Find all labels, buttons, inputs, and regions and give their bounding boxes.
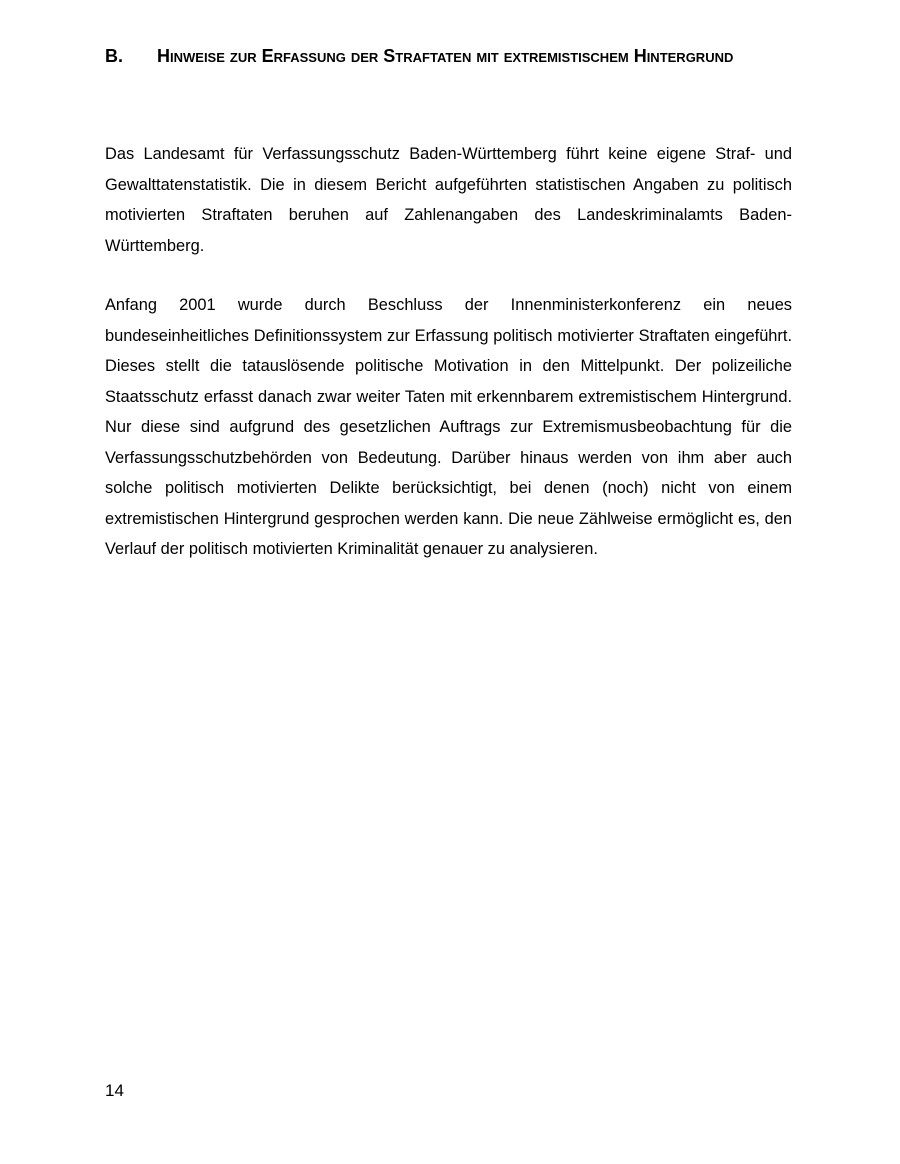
section-title: Hinweise zur Erfassung der Straftaten mit extremistischem Hintergrund [157, 46, 734, 66]
paragraph-definition-system: Anfang 2001 wurde durch Beschluss der Innenministerkonferenz ein neues bundeseinheitliches Definitionssystem zur Erfassung politisch motivierter Straftaten eingeführt. Dieses stellt die tatauslösende politische Motivation in den Mittelpunkt. Der polizeiliche Staatsschutz erfasst danach zwar weiter Taten mit erkennbarem extremistischem Hintergrund. Nur diese sind aufgrund des gesetzlichen Auftrags zur Extremismusbeobachtung für die Verfassungsschutzbehörden von Bedeutung. Darüber hinaus werden von ihm aber auch solche politisch motivierten Delikte berücksichtigt, bei denen (noch) nicht von einem extremistischen Hintergrund gesprochen werden kann. Die neue Zählweise ermöglicht es, den Verlauf der politisch motivierten Kriminalität genauer zu analysieren. [105, 296, 792, 558]
page-number: 14 [105, 1081, 124, 1100]
section-number: B. [105, 46, 123, 66]
paragraph-intro: Das Landesamt für Verfassungsschutz Baden-Württemberg führt keine eigene Straf- und Gewalttatenstatistik. Die in diesem Bericht aufgeführten statistischen Angaben zu politisch motivierten Straftaten beruhen auf Zahlenangaben des Landeskriminalamts Baden-Württemberg. [105, 145, 792, 255]
